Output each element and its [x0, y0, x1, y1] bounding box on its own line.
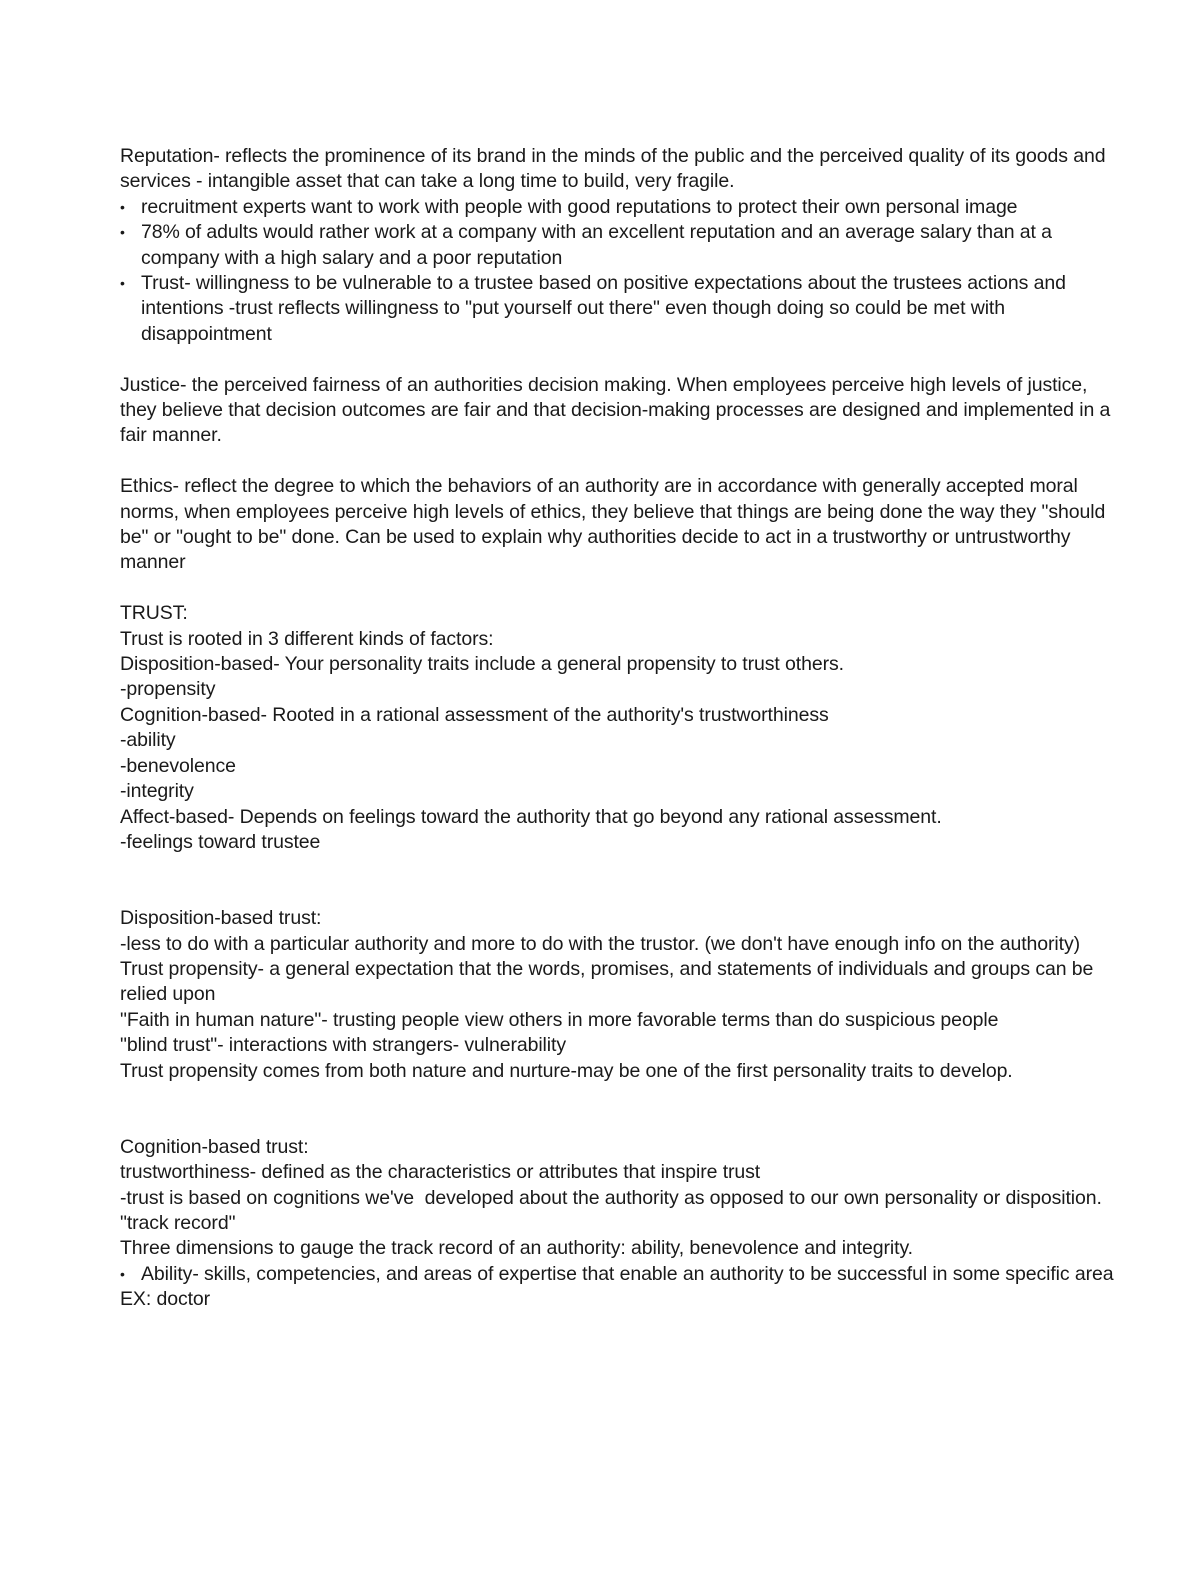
trust-line: Affect-based- Depends on feelings toward the authority that go beyond any rational assessment.	[120, 805, 942, 828]
spacer	[120, 576, 1120, 601]
disposition-line: -less to do with a particular authority and more to do with the trustor. (we don't have enough info on the authority)	[120, 932, 1080, 955]
reputation-paragraph: Reputation- reflects the prominence of its brand in the minds of the public and the perceived quality of its goods and services - intangible asset that can take a long time to build, very fragile.	[120, 145, 1111, 193]
cognition-example: EX: doctor	[120, 1288, 211, 1311]
trust-heading: TRUST:	[120, 602, 188, 625]
spacer	[120, 347, 1120, 372]
disposition-line: Trust propensity- a general expectation that the words, promises, and statements of individuals and groups can be relied upon	[120, 957, 1099, 1006]
trust-line: Trust is rooted in 3 different kinds of factors:	[120, 627, 494, 650]
bullet-icon: •	[120, 275, 125, 292]
trust-line: -feelings toward trustee	[120, 830, 321, 853]
cognition-line: Three dimensions to gauge the track record of an authority: ability, benevolence and integrity.	[120, 1237, 913, 1260]
spacer	[120, 449, 1120, 474]
cognition-heading: Cognition-based trust:	[120, 1135, 309, 1158]
bullet-text: Trust- willingness to be vulnerable to a trustee based on positive expectations about the trustees actions and intentions -trust reflects willingness to "put yourself out there" even though doing so could be met with disappointment	[141, 272, 1066, 345]
disposition-line: Trust propensity comes from both nature and nurture-may be one of the first personality traits to develop.	[120, 1059, 1013, 1082]
cognition-line: trustworthiness- defined as the characteristics or attributes that inspire trust	[120, 1161, 761, 1184]
cognition-bullet-item	[120, 1262, 1120, 1287]
cognition-bullet-list	[120, 1262, 1120, 1287]
bullet-icon: •	[120, 198, 125, 215]
ethics-paragraph: Ethics- reflect the degree to which the behaviors of an authority are in accordance with generally accepted moral norms, when employees perceive high levels of ethics, they believe that things are being done the way they "should be" or "ought to be" done. Can be used to explain why authorities decide to act in a trustworthy or untrustworthy manner	[120, 475, 1111, 574]
trust-line: Disposition-based- Your personality traits include a general propensity to trust others.	[120, 653, 844, 676]
bullet-text: Ability- skills, competencies, and areas of expertise that enable an authority to be successful in some specific area	[141, 1262, 1114, 1285]
disposition-heading: Disposition-based trust:	[120, 907, 322, 930]
trust-line: -propensity	[120, 678, 216, 701]
cognition-line: -trust is based on cognitions we've developed about the authority as opposed to our own personality or disposition. "track record"	[120, 1186, 1108, 1234]
bullet-text: recruitment experts want to work with people with good reputations to protect their own personal image	[141, 195, 1018, 218]
trust-line: -benevolence	[120, 754, 236, 777]
spacer	[120, 855, 1120, 906]
reputation-bullet-item	[120, 271, 1120, 347]
bullet-icon: •	[120, 224, 125, 241]
reputation-bullet-list	[120, 195, 1120, 347]
trust-line: -ability	[120, 729, 176, 752]
reputation-bullet-item	[120, 195, 1120, 220]
disposition-line: "Faith in human nature"- trusting people view others in more favorable terms than do suspicious people	[120, 1008, 999, 1031]
document-page	[120, 144, 1120, 1313]
trust-line: Cognition-based- Rooted in a rational assessment of the authority's trustworthiness	[120, 703, 829, 726]
bullet-text: 78% of adults would rather work at a company with an excellent reputation and an average salary than at a company with a high salary and a poor reputation	[141, 221, 1052, 269]
spacer	[120, 1084, 1120, 1135]
reputation-bullet-item	[120, 220, 1120, 271]
bullet-icon: •	[120, 1265, 125, 1282]
justice-paragraph: Justice- the perceived fairness of an authorities decision making. When employees perceive high levels of justice, they believe that decision outcomes are fair and that decision-making processes are designed and implemented in a fair manner.	[120, 373, 1116, 447]
disposition-line: "blind trust"- interactions with strangers- vulnerability	[120, 1034, 566, 1057]
trust-line: -integrity	[120, 780, 194, 803]
